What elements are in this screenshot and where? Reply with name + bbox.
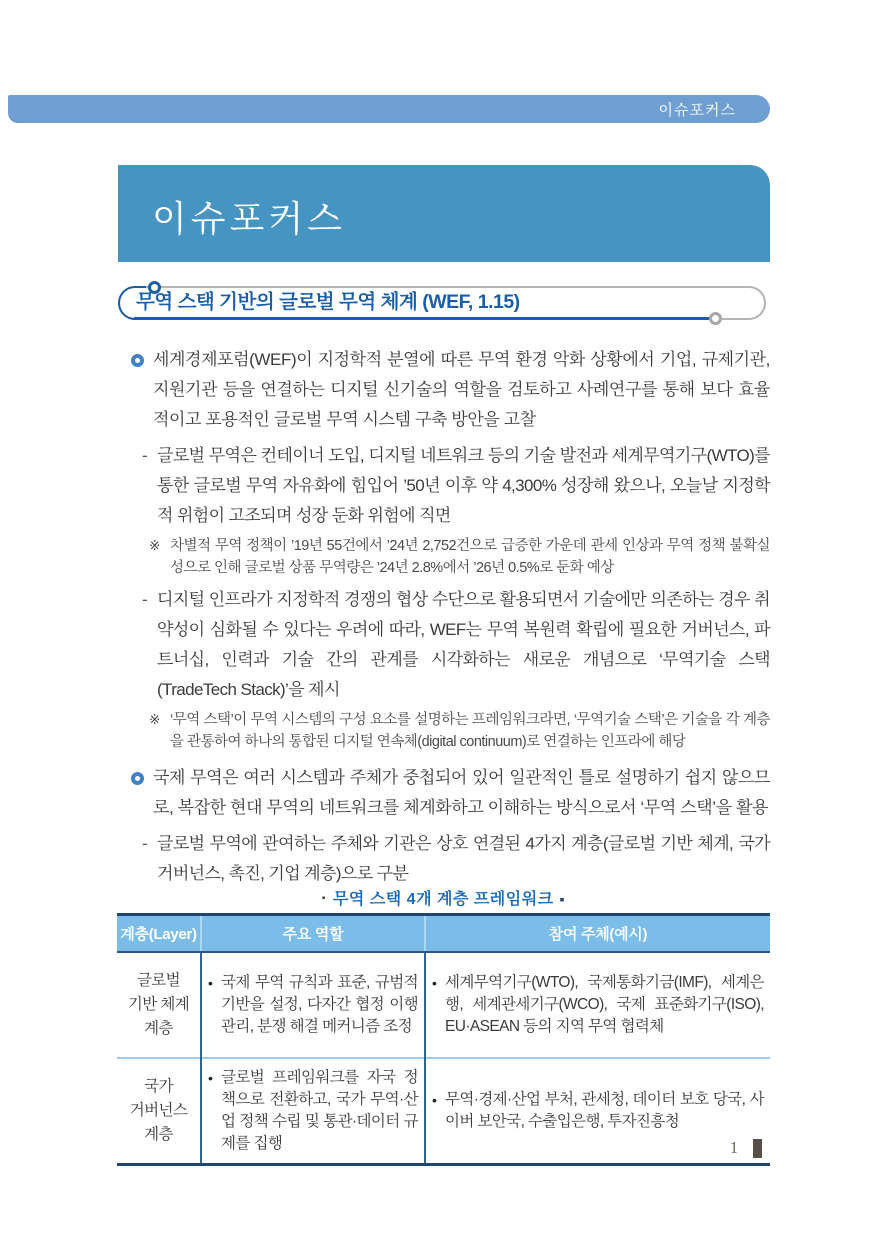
cell-text: 글로벌 프레임워크를 자국 정책으로 전환하고, 국가 무역·산업 정책 수립 및 통관·데이터 규제를 집행 — [221, 1069, 418, 1152]
footnote-text: 차별적 무역 정책이 ’19년 55건에서 ’24년 2,752건으로 급증한 가운데 관세 인상과 무역 정책 불확실성으로 인해 글로벌 상품 무역량은 ’24년 2.8%에서 ’26년 0.5%로 둔화 예상 — [170, 538, 770, 576]
footnote-item — [118, 535, 770, 579]
bullet: • — [432, 1092, 437, 1108]
paragraph: 디지털 인프라가 지정학적 경쟁의 협상 수단으로 활용되면서 기술에만 의존하는 경우 취약성이 심화될 수 있다는 우려에 따라, WEF는 무역 복원력 확립에 필요한 거버넌스, 파트너십, 인력과 기술 간의 관계를 시각화하는 새로운 개념으로 ‘무역기술 스택(TradeTech Stack)’을 제시 — [157, 590, 770, 699]
actors-cell — [425, 952, 770, 1058]
square-marker-icon: ▪ — [559, 891, 566, 907]
circle-bullet-icon — [131, 354, 144, 367]
bullet: • — [432, 975, 437, 991]
page-number: 1 — [729, 1138, 739, 1157]
list-item — [118, 441, 770, 531]
framework-table — [117, 913, 770, 1166]
column-header-layer: 계층(Layer) — [117, 915, 201, 953]
table-caption-text: 무역 스택 4개 계층 프레임워크 — [332, 891, 554, 908]
footer-bar-icon — [753, 1139, 762, 1158]
cell-list-item — [432, 1089, 764, 1133]
layer-cell: 국가 거버넌스 계층 — [117, 1058, 201, 1165]
square-marker-icon: ▪ — [321, 893, 326, 904]
top-ribbon-label: 이슈포커스 — [658, 101, 736, 119]
dash-bullet: - — [142, 590, 148, 609]
paragraph: 글로벌 무역에 관여하는 주체와 기관은 상호 연결된 4가지 계층(글로벌 기반 체계, 국가 거버넌스, 촉진, 기업 계층)으로 구분 — [157, 834, 770, 883]
reference-mark: ※ — [149, 538, 161, 553]
cell-list-item — [432, 972, 764, 1038]
layer-cell: 글로벌 기반 체계 계층 — [127, 972, 190, 1037]
table-header-row — [117, 915, 770, 953]
banner-title: 이슈포커스 — [152, 199, 346, 239]
banner — [118, 165, 770, 262]
cell-list-item — [208, 972, 418, 1038]
circle-bullet-icon — [131, 772, 144, 785]
bullet: • — [208, 1070, 213, 1086]
paragraph: 국제 무역은 여러 시스템과 주체가 중첩되어 있어 일관적인 틀로 설명하기 쉽지 않으므로, 복잡한 현대 무역의 네트워크를 체계화하고 이해하는 방식으로서 ‘무역 스택’을 활용 — [153, 768, 770, 817]
footnote-item — [118, 709, 770, 753]
list-item — [118, 345, 770, 435]
reference-mark: ※ — [149, 712, 161, 727]
column-header-role: 주요 역할 — [201, 915, 425, 953]
paragraph: 세계경제포럼(WEF)이 지정학적 분열에 따른 무역 환경 악화 상황에서 기업, 규제기관, 지원기관 등을 연결하는 디지털 신기술의 역할을 검토하고 사례연구를 통해 보다 효율적이고 포용적인 글로벌 무역 시스템 구축 방안을 고찰 — [153, 350, 770, 429]
dash-bullet: - — [142, 834, 148, 853]
section-title: 무역 스택 기반의 글로벌 무역 체계 (WEF, 1.15) — [136, 291, 520, 313]
body-content — [118, 345, 770, 893]
column-header-actors: 참여 주체(예시) — [425, 915, 770, 953]
bullet: • — [208, 975, 213, 991]
list-item — [118, 763, 770, 823]
footnote-text: ‘무역 스택’이 무역 시스템의 구성 요소를 설명하는 프레임워크라면, ‘무역기술 스택’은 기술을 각 계층을 관통하여 하나의 통합된 디지털 연속체(digital continuum)로 연결하는 인프라에 해당 — [170, 712, 770, 750]
dash-bullet: - — [142, 446, 148, 465]
page-footer — [0, 1138, 888, 1160]
cell-text: 무역·경제·산업 부처, 관세청, 데이터 보호 당국, 사이버 보안국, 수출입은행, 투자진흥청 — [445, 1091, 764, 1130]
cell-text: 세계무역기구(WTO), 국제통화기금(IMF), 세계은행, 세계관세기구(WCO), 국제 표준화기구(ISO), EU·ASEAN 등의 지역 무역 협력체 — [445, 974, 764, 1035]
top-ribbon — [8, 95, 770, 123]
role-cell — [201, 952, 425, 1058]
cell-text: 국제 무역 규칙과 표준, 규범적 기반을 설정, 다자간 협정 이행 관리, 분쟁 해결 메커니즘 조정 — [221, 974, 418, 1035]
list-item — [118, 829, 770, 889]
list-item — [118, 585, 770, 705]
section-title-box — [118, 286, 766, 320]
table-row — [117, 952, 770, 1058]
table-caption — [117, 886, 770, 909]
paragraph: 글로벌 무역은 컨테이너 도입, 디지털 네트워크 등의 기술 발전과 세계무역기구(WTO)를 통한 글로벌 무역 자유화에 힘입어 ’50년 이후 약 4,300% 성장해 왔으나, 오늘날 지정학적 위험이 고조되며 성장 둔화 위험에 직면 — [157, 446, 770, 525]
